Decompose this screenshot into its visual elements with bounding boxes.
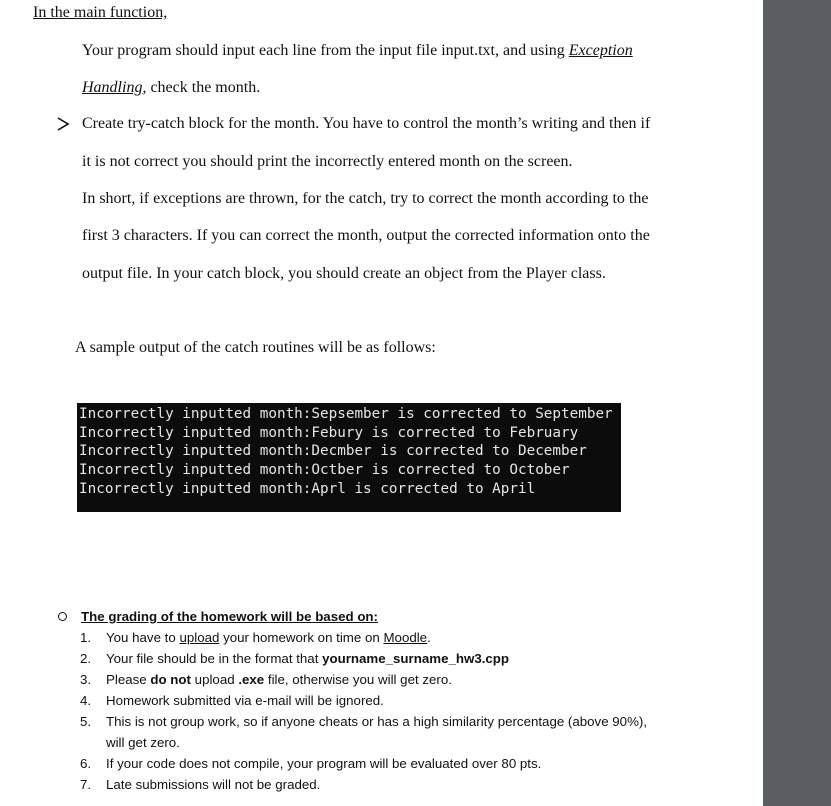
filename-format: yourname_surname_hw3.cpp bbox=[322, 651, 510, 666]
console-line: Incorrectly inputted month:Decmber is corrected to December bbox=[79, 443, 587, 459]
item-text: file, otherwise you will get zero. bbox=[264, 672, 452, 687]
sample-output-intro: A sample output of the catch routines will be as follows: bbox=[75, 339, 436, 356]
item-number: 5. bbox=[80, 714, 92, 729]
emphasis: .exe bbox=[238, 672, 265, 687]
console-line: Incorrectly inputted month:Sepsember is corrected to September bbox=[79, 406, 613, 422]
item-number: 7. bbox=[80, 777, 92, 792]
item-number: 4. bbox=[80, 693, 92, 708]
exception-handling-link-part2: Handling bbox=[82, 79, 143, 96]
item-text: your homework on time on bbox=[219, 630, 384, 645]
item-number: 6. bbox=[80, 756, 92, 771]
item-text: upload bbox=[190, 672, 239, 687]
bullet-line-2: it is not correct you should print the incorrectly entered month on the screen. bbox=[82, 153, 573, 170]
grading-item-5-line-2: will get zero. bbox=[106, 735, 180, 750]
item-text: Your file should be in the format that bbox=[106, 651, 323, 666]
intro-text-end: , check the month. bbox=[142, 79, 261, 96]
intro-text: Your program should input each line from the input file input.txt, and using bbox=[82, 42, 569, 59]
bullet-line-1: Create try-catch block for the month. You have to control the month’s writing and then if bbox=[82, 115, 651, 132]
intro-line-2 bbox=[82, 79, 260, 97]
grading-item-2 bbox=[106, 651, 509, 666]
short-line-2: first 3 characters. If you can correct the month, output the corrected information onto the bbox=[82, 227, 650, 244]
intro-line-1 bbox=[82, 42, 633, 60]
item-number: 2. bbox=[80, 651, 92, 666]
upload-link: upload bbox=[179, 630, 220, 645]
exception-handling-link-part1: Exception bbox=[568, 42, 633, 59]
grading-title: The grading of the homework will be based on: bbox=[81, 609, 378, 624]
viewer-background bbox=[763, 0, 831, 806]
grading-item-4: Homework submitted via e-mail will be ignored. bbox=[106, 693, 384, 708]
moodle-link: Moodle bbox=[383, 630, 428, 645]
console-output-screenshot bbox=[77, 403, 621, 512]
item-text: . bbox=[427, 630, 431, 645]
grading-item-5-line-1: This is not group work, so if anyone cheats or has a high similarity percentage (above 90%), bbox=[106, 714, 648, 729]
arrowhead-bullet-icon bbox=[56, 117, 70, 131]
item-number: 1. bbox=[80, 630, 92, 645]
item-text: Please bbox=[106, 672, 151, 687]
short-line-3: output file. In your catch block, you should create an object from the Player class. bbox=[82, 265, 606, 282]
grading-item-6: If your code does not compile, your program will be evaluated over 80 pts. bbox=[106, 756, 542, 771]
console-line: Incorrectly inputted month:Febury is corrected to February bbox=[79, 425, 579, 441]
console-line: Incorrectly inputted month:Aprl is corrected to April bbox=[79, 481, 536, 497]
section-heading: In the main function, bbox=[33, 4, 168, 21]
short-line-1: In short, if exceptions are thrown, for the catch, try to correct the month according to the bbox=[82, 190, 649, 207]
emphasis: do not bbox=[150, 672, 191, 687]
grading-item-1 bbox=[106, 630, 431, 645]
console-line: Incorrectly inputted month:Octber is corrected to October bbox=[79, 462, 570, 478]
item-text: You have to bbox=[106, 630, 180, 645]
grading-item-3 bbox=[106, 672, 452, 687]
circle-bullet-icon bbox=[58, 612, 67, 621]
item-number: 3. bbox=[80, 672, 92, 687]
grading-item-7: Late submissions will not be graded. bbox=[106, 777, 321, 792]
